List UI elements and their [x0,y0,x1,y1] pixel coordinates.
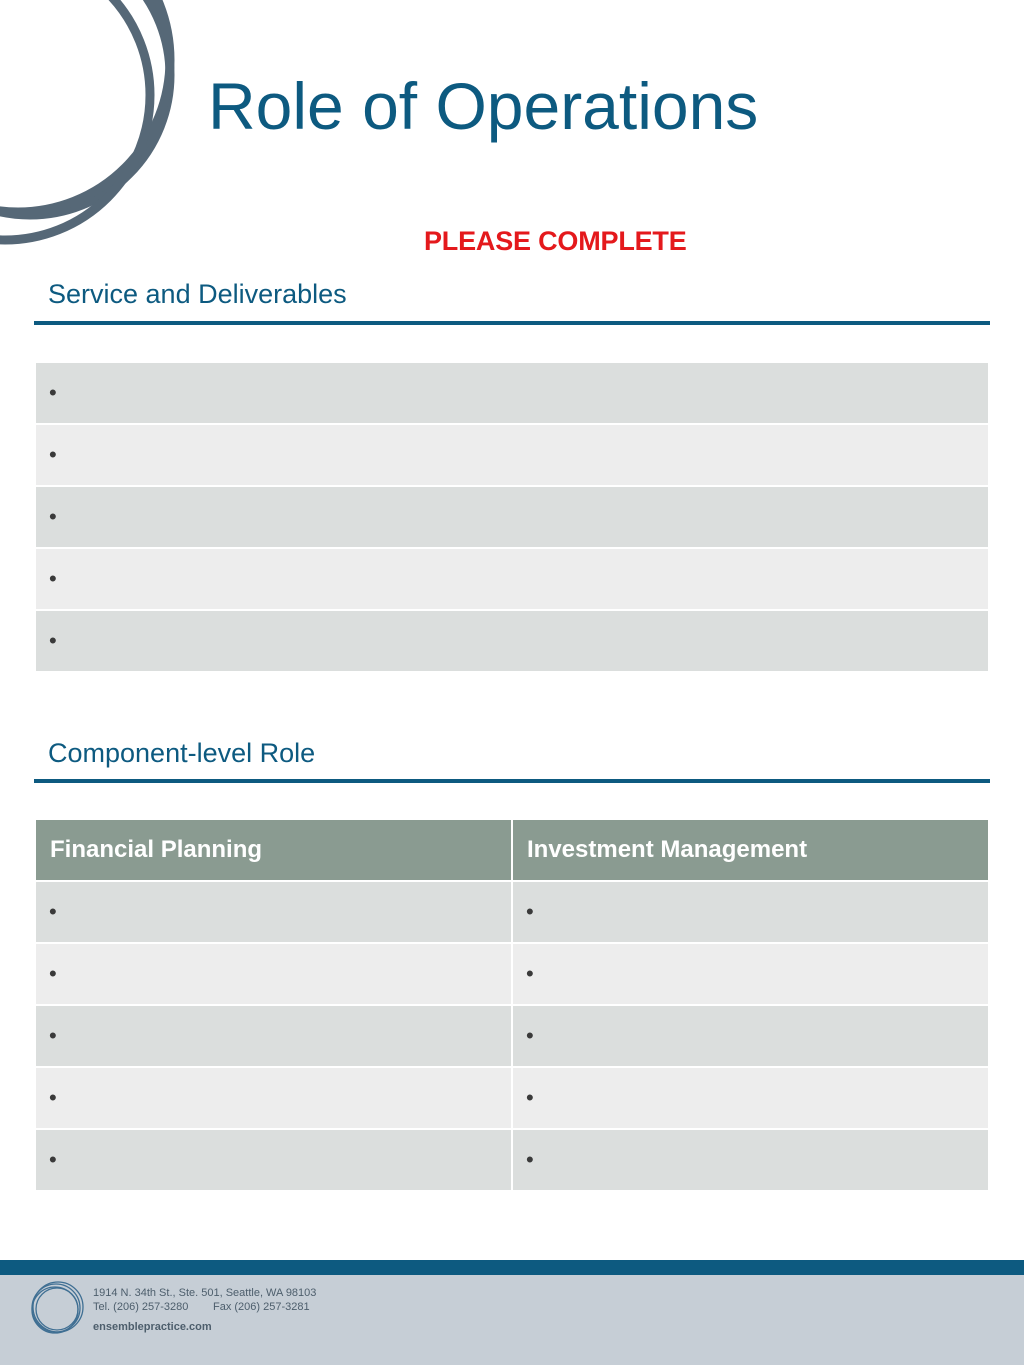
components-divider [34,779,990,783]
footer-fax: Fax (206) 257-3281 [213,1301,310,1313]
table-row [35,1067,989,1129]
footer-phone: Tel. (206) 257-3280 [93,1301,189,1313]
logo-arcs-graphic [0,0,190,260]
table-row [35,486,989,548]
services-divider [34,321,990,325]
footer-address: 1914 N. 34th St., Ste. 501, Seattle, WA 98103 [93,1287,317,1299]
ensemble-logo-icon [28,1280,88,1340]
page-title: Role of Operations [208,69,759,143]
investment-management-cell[interactable]: • [512,1005,989,1067]
services-heading: Service and Deliverables [48,279,347,309]
financial-planning-cell[interactable]: • [35,1067,512,1129]
service-item[interactable]: • [35,486,989,548]
service-item[interactable]: • [35,548,989,610]
table-row [35,424,989,486]
investment-management-cell[interactable]: • [512,943,989,1005]
table-row [35,943,989,1005]
footer-band [0,1260,1024,1275]
service-item[interactable]: • [35,362,989,424]
financial-planning-cell[interactable]: • [35,1129,512,1191]
footer-website-link[interactable]: ensemblepractice.com [93,1321,212,1333]
financial-planning-cell[interactable]: • [35,943,512,1005]
components-table [34,818,990,1192]
table-row [35,881,989,943]
investment-management-cell[interactable]: • [512,881,989,943]
table-row [35,1129,989,1191]
financial-planning-cell[interactable]: • [35,1005,512,1067]
service-item[interactable]: • [35,610,989,672]
investment-management-cell[interactable]: • [512,1067,989,1129]
column-header-investment-management: Investment Management [512,819,989,881]
table-row [35,1005,989,1067]
service-item[interactable]: • [35,424,989,486]
components-heading: Component-level Role [48,738,316,768]
table-header-row [35,819,989,881]
financial-planning-cell[interactable]: • [35,881,512,943]
table-row [35,362,989,424]
table-row [35,610,989,672]
please-complete-notice: PLEASE COMPLETE [424,226,687,256]
table-row [35,548,989,610]
services-table [34,361,990,673]
investment-management-cell[interactable]: • [512,1129,989,1191]
column-header-financial-planning: Financial Planning [35,819,512,881]
